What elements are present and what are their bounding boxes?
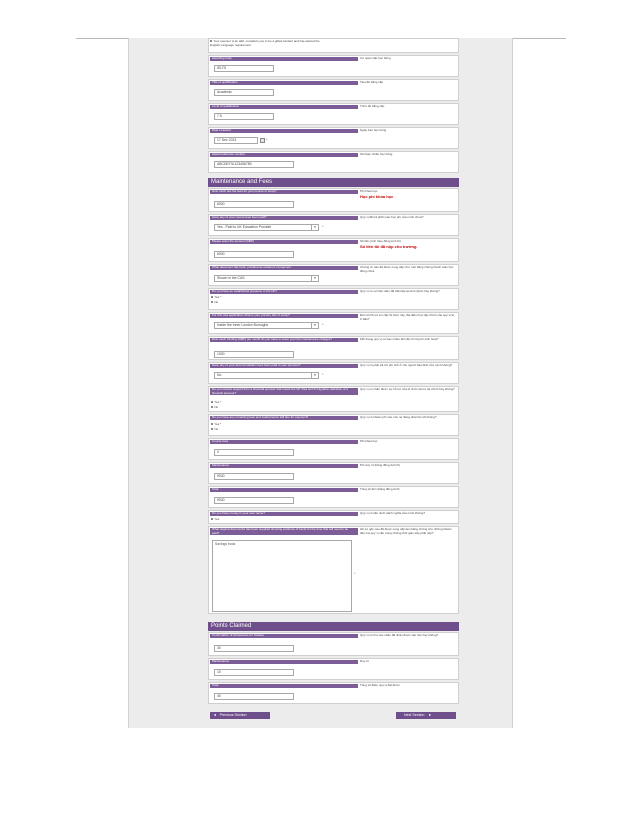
help-text: Mỗi tháng quý vị có bao nhiêu tiền để chi trả phí sinh hoạt? bbox=[360, 337, 439, 341]
question-label: How much funding (GBP) per month do you have to cover your the maintenance charges? bbox=[210, 338, 358, 342]
help-text: Quý vị có thư xác nhận đã nhận được vào học hay không? bbox=[360, 633, 439, 637]
chevron-down-icon[interactable]: ▼ bbox=[311, 323, 318, 328]
title-qualification-row bbox=[208, 79, 459, 101]
radio-label: Yes bbox=[214, 295, 220, 299]
course-fees-input[interactable]: 6000 bbox=[214, 201, 294, 208]
question-label: Award reference number bbox=[210, 153, 358, 157]
help-text: Tổng số tiền (bằng đồng Anh) bbox=[360, 487, 400, 491]
required-marker: * bbox=[322, 322, 324, 327]
next-section-button[interactable] bbox=[396, 712, 456, 719]
evidence-row bbox=[208, 264, 459, 286]
maintenance-due-input[interactable]: 9000 bbox=[214, 473, 294, 480]
red-note: Số tiền tôi đã nộp cho trường. bbox=[360, 243, 418, 249]
calendar-icon[interactable] bbox=[260, 138, 265, 143]
total-points-row bbox=[208, 682, 459, 704]
help-text: Đối với hồ sơ xin cấp thị thực này, địa điểm học tập chính của quý vị là ở đâu? bbox=[360, 313, 454, 321]
arrow-right-icon: ► bbox=[428, 713, 432, 717]
red-note: Học phí khóa học bbox=[360, 193, 394, 199]
question-label: Do you receive support from a financial sponsor that meets the UK Visa and Immigration definition of a financial sponsor? bbox=[210, 388, 358, 395]
question-label: Level of qualification bbox=[210, 105, 358, 109]
evidence-select[interactable] bbox=[214, 275, 319, 282]
amount-paid-input[interactable]: 6000 bbox=[214, 251, 294, 258]
required-marker: * bbox=[322, 372, 324, 377]
monthly-funding-row bbox=[208, 336, 459, 360]
question-label: Have any of your accommodation fees been paid to your sponsor? bbox=[210, 364, 358, 368]
established-row bbox=[208, 288, 459, 310]
fees-paid-row bbox=[208, 214, 459, 236]
date-award-input[interactable]: 17 Dec 2013 bbox=[214, 137, 258, 144]
help-text: Quý vị đã trả phần nào học phí của mình chưa? bbox=[360, 215, 424, 219]
question-label: Date of award bbox=[210, 129, 358, 133]
chevron-down-icon[interactable]: ▼ bbox=[311, 276, 318, 281]
question-label: Total bbox=[210, 684, 358, 688]
own-name-row bbox=[208, 510, 459, 524]
page-panel bbox=[128, 38, 513, 728]
help-text: Chứng từ nào đã được cung cấp như một bằng chứng thanh toán học đóng chưa bbox=[360, 265, 454, 273]
points-section-heading: Points Claimed bbox=[208, 622, 459, 631]
help-text bbox=[360, 240, 456, 248]
help-text: Quý vị có sự hiện diện đã thiết lập tại Anh Quốc hay không? bbox=[360, 289, 440, 293]
help-text: Cơ quan cấp học bổng bbox=[360, 56, 391, 60]
established-yes-radio[interactable]: Yes * bbox=[211, 296, 221, 300]
question-label: Do you have an established presence in the UK? bbox=[210, 290, 358, 294]
help-text: Duy trì bbox=[360, 659, 369, 663]
monthly-funding-input[interactable]: 1000 bbox=[214, 351, 294, 358]
location-select[interactable] bbox=[214, 322, 319, 329]
radio-label: No bbox=[214, 405, 219, 409]
original-documents-textarea[interactable]: Savings book bbox=[212, 540, 352, 612]
select-value: Yes - Paid to UK Education Provider bbox=[217, 225, 272, 229]
question-label: Maintenance bbox=[210, 660, 358, 664]
button-label: Previous Section bbox=[219, 713, 247, 717]
note-line-2: English Language requirement bbox=[210, 42, 251, 47]
radio-label: Yes bbox=[214, 422, 220, 426]
radio-label: Yes bbox=[214, 400, 220, 404]
award-reference-row bbox=[208, 151, 459, 173]
course-fees-due-input[interactable]: 0 bbox=[214, 449, 294, 456]
sponsor-yes-radio[interactable]: Yes * bbox=[211, 401, 221, 405]
awarding-body-row bbox=[208, 55, 459, 77]
remaining-yes-radio[interactable]: Yes * bbox=[211, 423, 221, 427]
question-label: Have any of your course fees been paid? bbox=[210, 216, 358, 220]
help-text: Trình độ bằng cấp bbox=[360, 104, 385, 108]
maintenance-section-heading: Maintenance and Fees bbox=[208, 178, 459, 187]
maintenance-points-row bbox=[208, 658, 459, 680]
select-value: Inside the Inner London Boroughs bbox=[217, 323, 269, 327]
total-due-row bbox=[208, 486, 459, 508]
help-text: Quý vị có tiền dưới danh nghĩa của mình không? bbox=[360, 511, 426, 515]
help-text: Quý vị có phải trả chi phí chỗ ở cho người bảo lãnh của mình không? bbox=[360, 363, 453, 367]
accommodation-select[interactable] bbox=[214, 372, 319, 379]
required-marker: * bbox=[266, 137, 268, 142]
date-award-row bbox=[208, 127, 459, 149]
total-due-input[interactable]: 9000 bbox=[214, 497, 294, 504]
location-row bbox=[208, 312, 459, 334]
awarding-body-input[interactable]: IELTS bbox=[214, 65, 274, 72]
help-text bbox=[360, 190, 456, 198]
question-label: Confirmation of Acceptance for Studies bbox=[210, 634, 358, 638]
award-reference-input[interactable]: ABCDEF3L123456789 bbox=[214, 161, 294, 168]
question-label: Course fees bbox=[210, 440, 358, 444]
sponsor-no-radio[interactable] bbox=[211, 406, 218, 410]
radio-label: No bbox=[214, 427, 219, 431]
cas-points-row bbox=[208, 632, 459, 656]
question-label: Maintenance bbox=[210, 464, 358, 468]
maintenance-points-input[interactable]: 10 bbox=[214, 669, 294, 676]
course-fees-due-row bbox=[208, 438, 459, 460]
help-text: Phí duy trì (bằng đồng Anh Ki) bbox=[360, 463, 401, 467]
help-text: Ngày trao học bổng bbox=[360, 128, 387, 132]
established-no-radio[interactable] bbox=[211, 301, 218, 305]
question-label: Total bbox=[210, 488, 358, 492]
question-label: For this visa application what is your primary site of study? bbox=[210, 314, 358, 318]
radio-label: Yes bbox=[214, 517, 220, 521]
arrow-left-icon: ◄ bbox=[213, 713, 217, 717]
amount-paid-row bbox=[208, 238, 459, 262]
original-documents-row bbox=[208, 526, 459, 614]
accommodation-row bbox=[208, 362, 459, 384]
fees-paid-select[interactable] bbox=[214, 224, 319, 231]
level-qualification-input[interactable]: 7.5 bbox=[214, 113, 274, 120]
chevron-down-icon[interactable]: ▼ bbox=[311, 225, 318, 230]
remaining-fees-row bbox=[208, 414, 459, 436]
remaining-no-radio[interactable] bbox=[211, 428, 218, 432]
help-text: Phí khóa học bbox=[360, 439, 378, 443]
help-text: Quý vị có nhận được sự hỗ trợ của tổ chức tài trợ tài chính hay không? bbox=[360, 387, 455, 391]
help-line: Phí khóa học bbox=[360, 189, 378, 193]
own-name-yes-radio[interactable] bbox=[211, 518, 219, 522]
help-text: Số tham chiếu học bổng bbox=[360, 152, 393, 156]
cas-points-input[interactable]: 30 bbox=[214, 645, 294, 652]
maintenance-due-row bbox=[208, 462, 459, 484]
chevron-down-icon[interactable]: ▼ bbox=[311, 373, 318, 378]
button-label: Next Section bbox=[404, 713, 425, 717]
required-marker: * bbox=[322, 224, 324, 229]
question-label: What original documents has been supplied showing evidence of funds for the time that will need to be paid? bbox=[210, 528, 358, 535]
course-fees-row bbox=[208, 188, 459, 212]
total-points-input[interactable]: 40 bbox=[214, 693, 294, 700]
help-line: Số tiền (tính theo đồng Anh Ki) bbox=[360, 239, 401, 243]
english-note bbox=[210, 40, 358, 47]
question-label: Awarding body bbox=[210, 57, 358, 61]
radio-label: No bbox=[214, 300, 219, 304]
level-qualification-row bbox=[208, 103, 459, 125]
note-line-1: Your sponsor is an HEI, considers you to be a gifted student and has waived the bbox=[213, 39, 320, 43]
title-qualification-input[interactable]: Academic bbox=[214, 89, 274, 96]
question-label: Title of qualification bbox=[210, 81, 358, 85]
help-text: Hồ sơ gốc nào đã được cung cấp làm bằng chứng cho những khoản tiền mà quý vị cần trong những thời gian sắp phải nộp? bbox=[360, 527, 452, 535]
help-text: Tiêu đề bằng cấp bbox=[360, 80, 384, 84]
select-value: Shown in the CAS bbox=[217, 276, 245, 280]
select-value: No bbox=[217, 373, 222, 377]
english-note-row bbox=[208, 38, 459, 53]
question-label: What document has been provided as evidence of payment bbox=[210, 266, 358, 270]
question-label: How much are the fees for your course of study? bbox=[210, 190, 358, 194]
financial-sponsor-row bbox=[208, 386, 459, 412]
previous-section-button[interactable] bbox=[210, 712, 270, 719]
help-text: Quý vị có khoản phí nào còn nợ đang phải trả nốt không? bbox=[360, 415, 437, 419]
question-label: Do you have money in your own name? bbox=[210, 512, 358, 516]
help-text: Tổng số điểm quý vị đạt được bbox=[360, 683, 400, 687]
question-label: Please enter the amount (GBP) bbox=[210, 240, 358, 244]
required-marker: * bbox=[354, 571, 356, 576]
question-label: Do you have any remaining fees and maintenance still due for payment? bbox=[210, 416, 358, 420]
